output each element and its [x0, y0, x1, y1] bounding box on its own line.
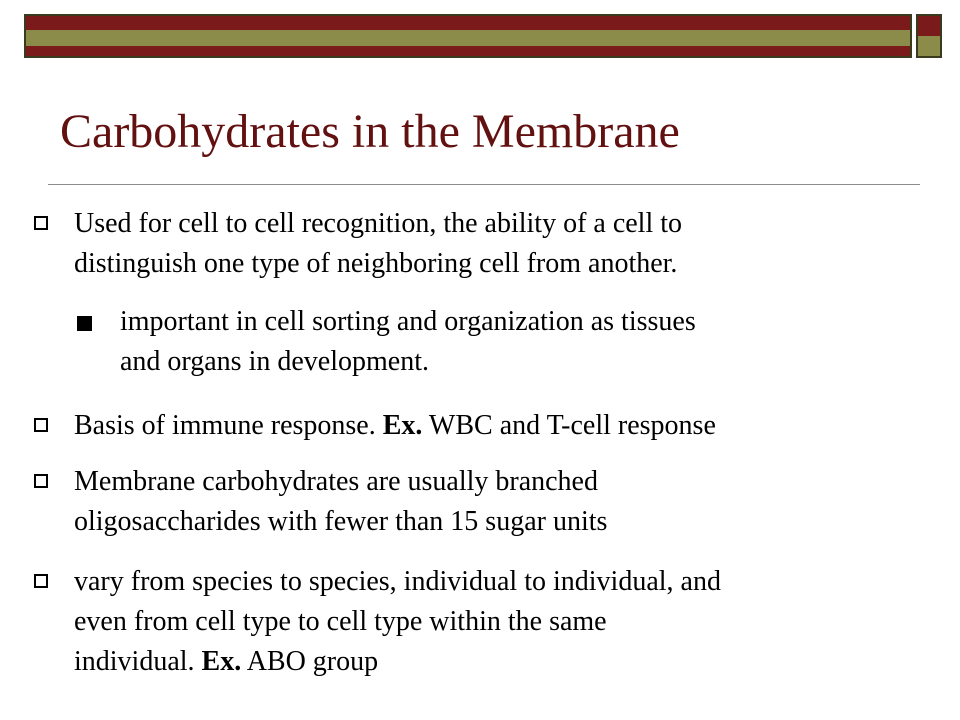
bullet-text: [74, 562, 940, 682]
bullet-text: [74, 204, 940, 284]
bullet-line: [74, 642, 940, 682]
bullet-line: distinguish one type of neighboring cell from another.: [74, 248, 678, 279]
slide-title: Carbohydrates in the Membrane: [60, 105, 680, 158]
bullet-text-segment: Basis of immune response.: [74, 410, 383, 441]
hollow-square-bullet-icon: [34, 474, 48, 488]
bullet-line: vary from species to species, individual to individual, and: [74, 566, 721, 597]
bullet-text-segment: WBC and T-cell response: [422, 410, 716, 441]
header-corner-box: [916, 14, 942, 58]
header-olive-band: [26, 30, 910, 46]
hollow-square-bullet-icon: [34, 216, 48, 230]
header-bar: [24, 14, 912, 58]
bullet-text-segment: ABO group: [241, 646, 379, 677]
filled-square-bullet-icon: [77, 316, 92, 331]
bullet-text: [74, 462, 940, 542]
header-corner-top: [918, 16, 940, 36]
bullet-line: even from cell type to cell type within the same: [74, 606, 607, 637]
bullet-line: Membrane carbohydrates are usually branched: [74, 466, 598, 497]
bullet-line: and organs in development.: [120, 346, 429, 377]
bullet-line: important in cell sorting and organization as tissues: [120, 306, 696, 337]
bullet-line: [74, 406, 940, 446]
bullet-text: [120, 302, 930, 382]
hollow-square-bullet-icon: [34, 574, 48, 588]
title-divider: [48, 184, 920, 185]
example-label: Ex.: [201, 646, 242, 677]
bullet-line: Used for cell to cell recognition, the ability of a cell to: [74, 208, 683, 239]
hollow-square-bullet-icon: [34, 418, 48, 432]
bullet-line: oligosaccharides with fewer than 15 sugar units: [74, 506, 608, 537]
bullet-text: [74, 406, 940, 446]
example-label: Ex.: [382, 410, 423, 441]
bullet-text-segment: individual.: [74, 646, 202, 677]
